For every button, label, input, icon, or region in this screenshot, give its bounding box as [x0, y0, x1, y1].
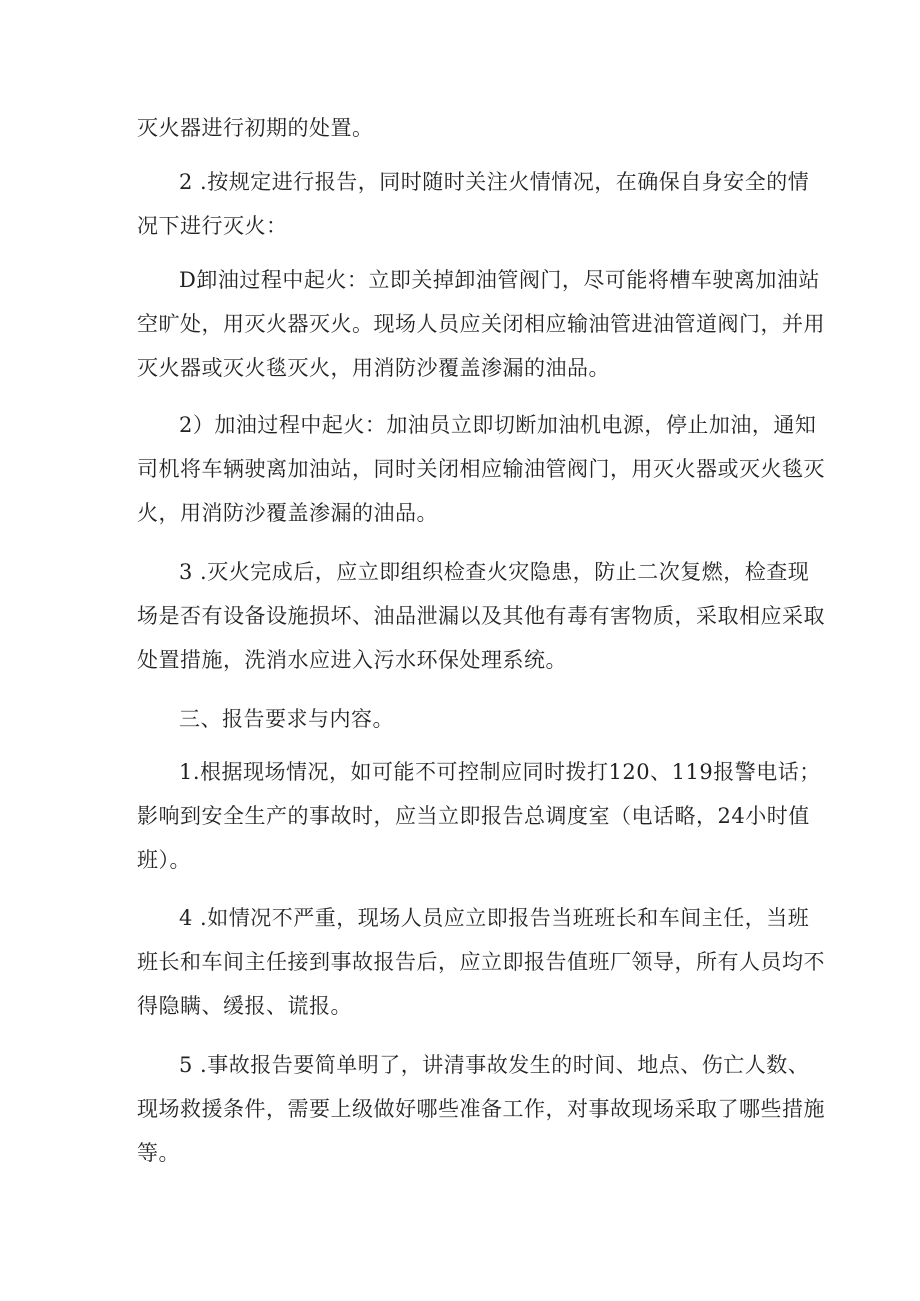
- text-line: 2 .按规定进行报告，同时随时关注火情情况，在确保自身安全的情: [179, 170, 810, 194]
- text-line: 灭火器进行初期的处置。: [137, 116, 374, 140]
- text-line: 现场救援条件，需要上级做好哪些准备工作，对事故现场采取了哪些措施: [137, 1097, 825, 1121]
- text-line: 得隐瞒、缓报、谎报。: [137, 994, 352, 1018]
- paragraph-after-extinguish: [137, 550, 825, 682]
- paragraph-report-and-extinguish: [137, 160, 810, 248]
- text-line: 司机将车辆驶离加油站，同时关闭相应输油管阀门，用灭火器或灭火毯灭: [137, 457, 825, 481]
- text-line: 三、报告要求与内容。: [179, 707, 394, 731]
- text-line: 4 .如情况不严重，现场人员应立即报告当班班长和车间主任，当班: [179, 906, 810, 930]
- text-line: 场是否有设备设施损坏、油品泄漏以及其他有毒有害物质，采取相应采取: [137, 604, 825, 628]
- text-line: 3 .灭火完成后，应立即组织检查火灾隐患，防止二次复燃，检查现: [179, 560, 810, 584]
- paragraph-fire-extinguisher-initial: [137, 106, 787, 150]
- section-heading-report-requirements: [137, 697, 787, 741]
- paragraph-refueling-fire: [137, 403, 825, 535]
- text-line: 班）。: [137, 848, 191, 872]
- paragraph-report-content: [137, 1043, 825, 1175]
- text-line: 班长和车间主任接到事故报告后，应立即报告值班厂领导，所有人员均不: [137, 950, 825, 974]
- text-line: 况下进行灭火：: [137, 214, 288, 238]
- paragraph-unloading-fire: [137, 258, 825, 390]
- paragraph-minor-incident-report: [137, 896, 825, 1028]
- text-line: 处置措施，洗消水应进入污水环保处理系统。: [137, 648, 567, 672]
- text-line: 2）加油过程中起火：加油员立即切断加油机电源，停止加油，通知: [179, 413, 817, 437]
- paragraph-emergency-call: [137, 750, 821, 882]
- text-line: 等。: [137, 1141, 180, 1165]
- text-line: 1.根据现场情况，如可能不可控制应同时拨打120、119报警电话；: [179, 760, 821, 784]
- text-line: 灭火器或灭火毯灭火，用消防沙覆盖渗漏的油品。: [137, 356, 610, 380]
- text-line: 影响到安全生产的事故时，应当立即报告总调度室（电话略，24小时值: [137, 804, 810, 828]
- text-line: 火，用消防沙覆盖渗漏的油品。: [137, 501, 438, 525]
- text-line: D卸油过程中起火：立即关掉卸油管阀门，尽可能将槽车驶离加油站: [179, 268, 820, 292]
- text-line: 空旷处，用灭火器灭火。现场人员应关闭相应输油管进油管道阀门，并用: [137, 312, 825, 336]
- text-line: 5 .事故报告要简单明了，讲清事故发生的时间、地点、伤亡人数、: [179, 1053, 810, 1077]
